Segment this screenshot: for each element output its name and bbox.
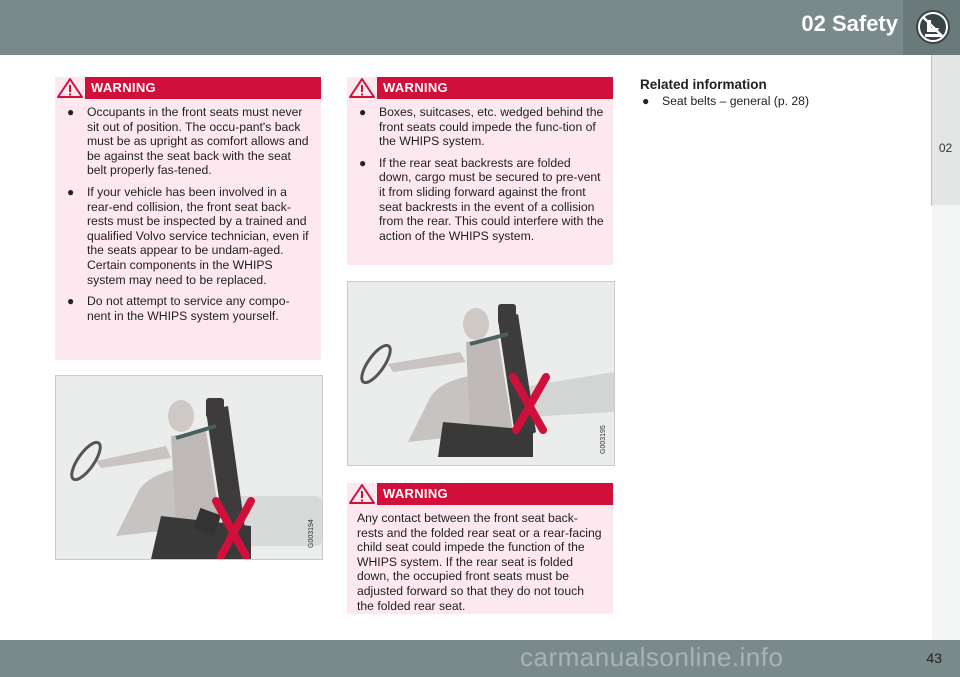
- related-heading: Related information: [640, 77, 767, 92]
- figure-whips-seat-cargo: [55, 375, 323, 560]
- related-information: [640, 77, 920, 109]
- warning-triangle-icon: [55, 77, 85, 99]
- warning-title: WARNING: [383, 486, 448, 501]
- warning-box-3: [347, 483, 613, 614]
- warning-item: ● If the rear seat backrests are folded down, cargo must be secured to pre-vent it from sliding forward against the front seat backrests in the event of a collision from the rear. This could interfere with the action of the WHIPS system.: [359, 155, 604, 243]
- warning-item: ● Boxes, suitcases, etc. wedged behind the front seats could impede the func-tion of the WHIPS system.: [359, 105, 604, 149]
- warning-box-2: [347, 77, 613, 265]
- warning-header: [55, 77, 321, 99]
- warning-item: ● Occupants in the front seats must never sit out of position. The occu-pant's back must be as upright as comfort allows and be against the seat back with the seat belt properly fas-tened.: [67, 105, 309, 178]
- warning-list: [347, 99, 613, 258]
- warning-title: WARNING: [383, 80, 448, 95]
- side-strip: [932, 205, 960, 640]
- related-link[interactable]: ● Seat belts – general (p. 28): [642, 94, 810, 108]
- figure-code: G003195: [600, 425, 607, 454]
- warning-triangle-icon: [347, 483, 377, 505]
- figure-whips-folded-seat: [347, 281, 615, 466]
- warning-item: ● If your vehicle has been involved in a rear-end collision, the front seat back-rests must be inspected by a trained and qualified Volvo service technician, even if the seats appear to be undam-aged. Certain components in the WHIPS system may need to be replaced.: [67, 184, 309, 287]
- warning-box-1: [55, 77, 321, 360]
- side-tab-label: 02: [938, 141, 953, 155]
- chapter-side-tab[interactable]: [931, 55, 960, 206]
- warning-title: WARNING: [91, 80, 156, 95]
- warning-header: [347, 483, 613, 505]
- watermark: carmanualsonline.info: [520, 642, 784, 672]
- warning-text: Any contact between the front seat back-rests and the folded rear seat or a rear-facing child seat could impede the function of the WHIPS system. If the rear seat is folded down, the occupied front seats must be adjusted forward so that they do not touch the folded rear seat.: [357, 511, 602, 613]
- no-rear-facing-seat-icon: [903, 0, 960, 55]
- warning-list: [55, 99, 321, 338]
- warning-item: ● Do not attempt to service any compo-nent in the WHIPS system yourself.: [67, 294, 290, 323]
- warning-triangle-icon: [347, 77, 377, 99]
- seat-occupant-illustration: [56, 376, 322, 559]
- warning-header: [347, 77, 613, 99]
- page-footer: [0, 640, 960, 677]
- page-header: [0, 0, 960, 55]
- page-number: 43: [926, 650, 942, 666]
- chapter-icon-box: [903, 0, 960, 55]
- chapter-title: 02 Safety: [801, 11, 898, 36]
- figure-code: G003194: [308, 519, 315, 548]
- seat-folded-rear-illustration: [348, 282, 614, 465]
